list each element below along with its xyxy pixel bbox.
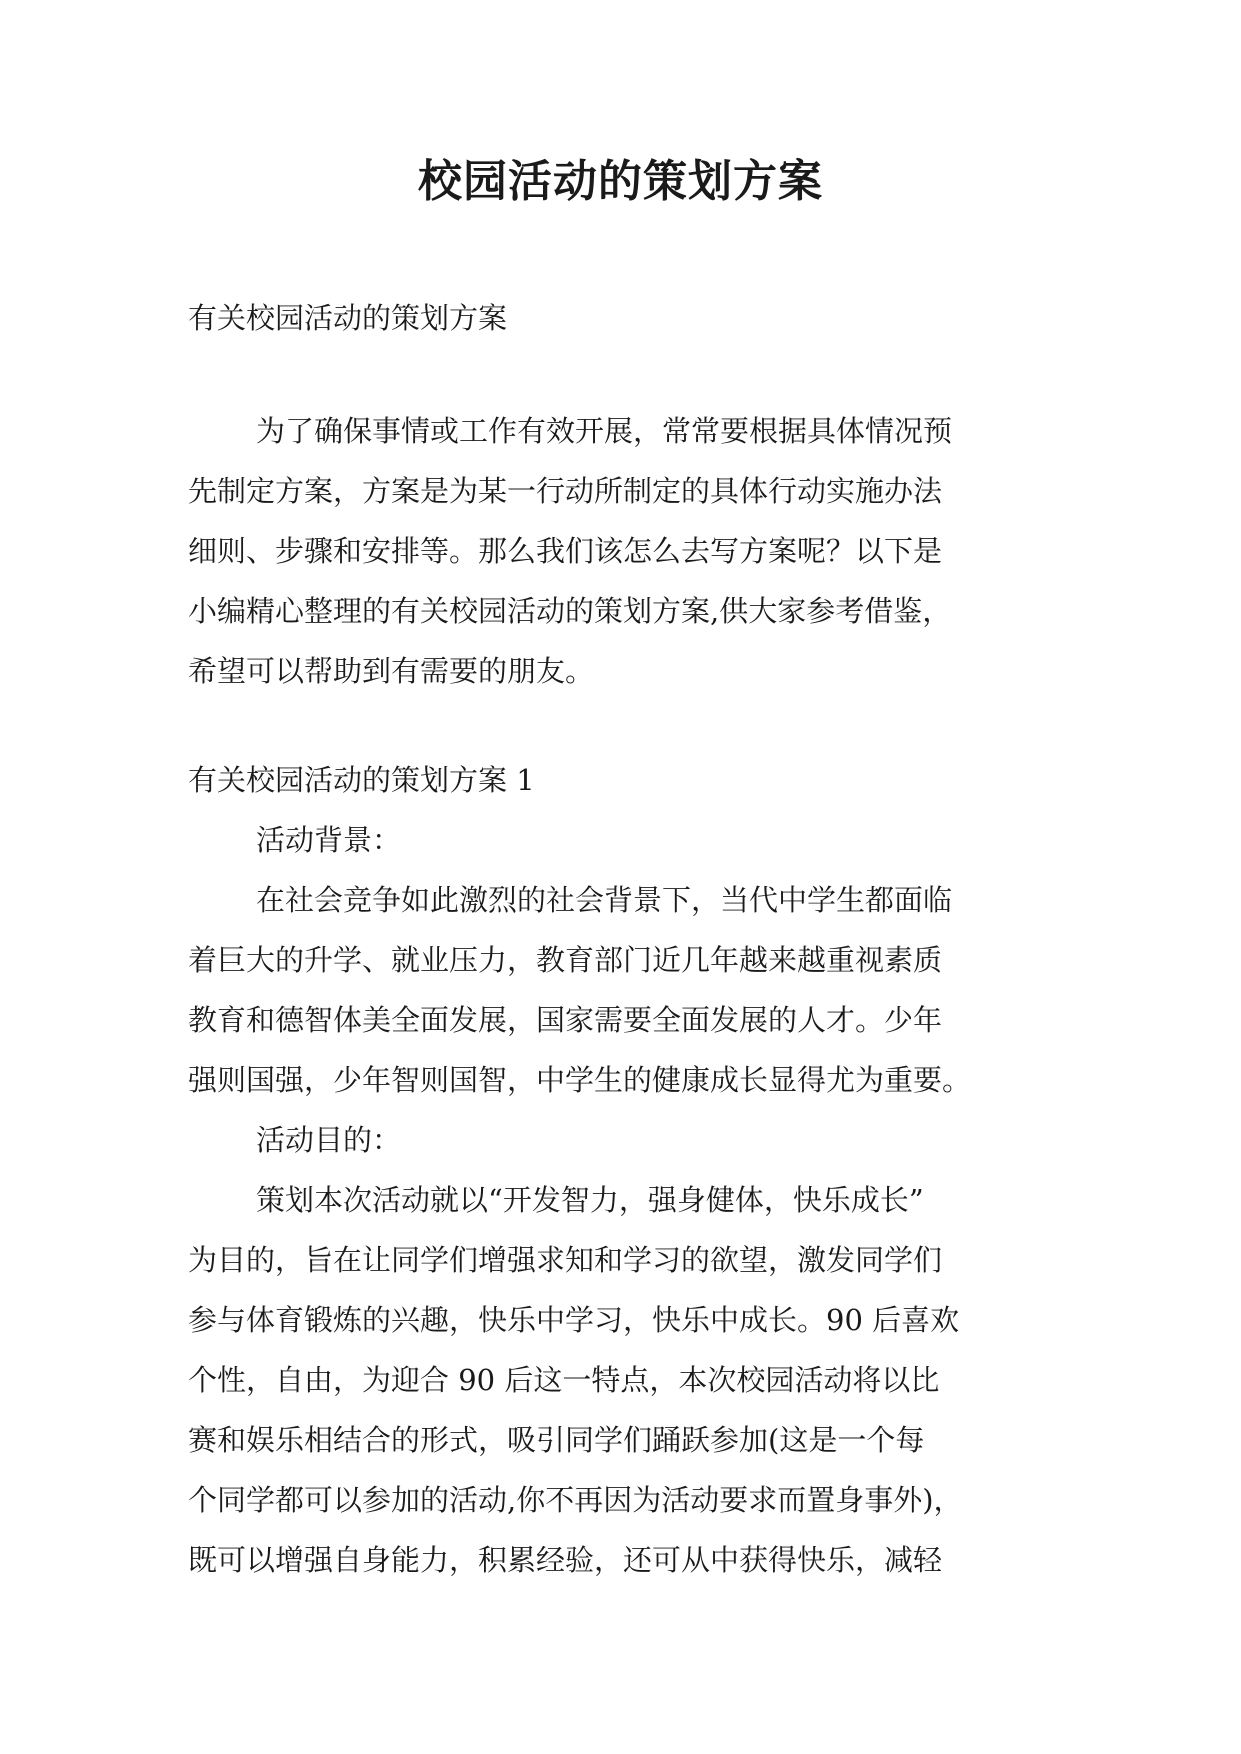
purpose-line-7: 既可以增强自身能力，积累经验，还可从中获得快乐，减轻 — [188, 1543, 943, 1577]
purpose-line-6: 个同学都可以参加的活动,你不再因为活动要求而置身事外)， — [188, 1483, 963, 1517]
background-line-1: 在社会竞争如此激烈的社会背景下，当代中学生都面临 — [256, 883, 953, 917]
purpose-line-2: 为目的，旨在让同学们增强求知和学习的欲望，激发同学们 — [188, 1243, 943, 1277]
purpose-line-5: 赛和娱乐相结合的形式，吸引同学们踊跃参加(这是一个每 — [188, 1423, 925, 1457]
purpose-line-3: 参与体育锻炼的兴趣，快乐中学习，快乐中成长。90 后喜欢 — [188, 1303, 960, 1337]
subtitle-line: 有关校园活动的策划方案 — [188, 301, 508, 335]
background-label: 活动背景： — [256, 823, 402, 857]
intro-line-1: 为了确保事情或工作有效开展，常常要根据具体情况预 — [256, 414, 953, 448]
document-subtitle — [188, 288, 1054, 348]
purpose-line-4: 个性，自由，为迎合 90 后这一特点，本次校园活动将以比 — [188, 1363, 940, 1397]
intro-line-4: 小编精心整理的有关校园活动的策划方案,供大家参考借鉴， — [188, 594, 952, 628]
purpose-line-1: 策划本次活动就以“开发智力，强身健体，快乐成长” — [256, 1183, 924, 1217]
document-title: 校园活动的策划方案 — [418, 156, 823, 207]
intro-line-3: 细则、步骤和安排等。那么我们该怎么去写方案呢？以下是 — [188, 534, 943, 568]
intro-line-5: 希望可以帮助到有需要的朋友。 — [188, 654, 595, 688]
section-1-heading: 有关校园活动的策划方案 1 — [188, 763, 535, 797]
section-1 — [188, 750, 1054, 1590]
purpose-label: 活动目的： — [256, 1123, 402, 1157]
background-line-4: 强则国强，少年智则国智，中学生的健康成长显得尤为重要。 — [188, 1063, 972, 1097]
background-line-3: 教育和德智体美全面发展，国家需要全面发展的人才。少年 — [188, 1003, 943, 1037]
intro-line-2: 先制定方案，方案是为某一行动所制定的具体行动实施办法 — [188, 474, 943, 508]
background-line-2: 着巨大的升学、就业压力，教育部门近几年越来越重视素质 — [188, 943, 943, 977]
intro-paragraph — [188, 401, 1054, 701]
